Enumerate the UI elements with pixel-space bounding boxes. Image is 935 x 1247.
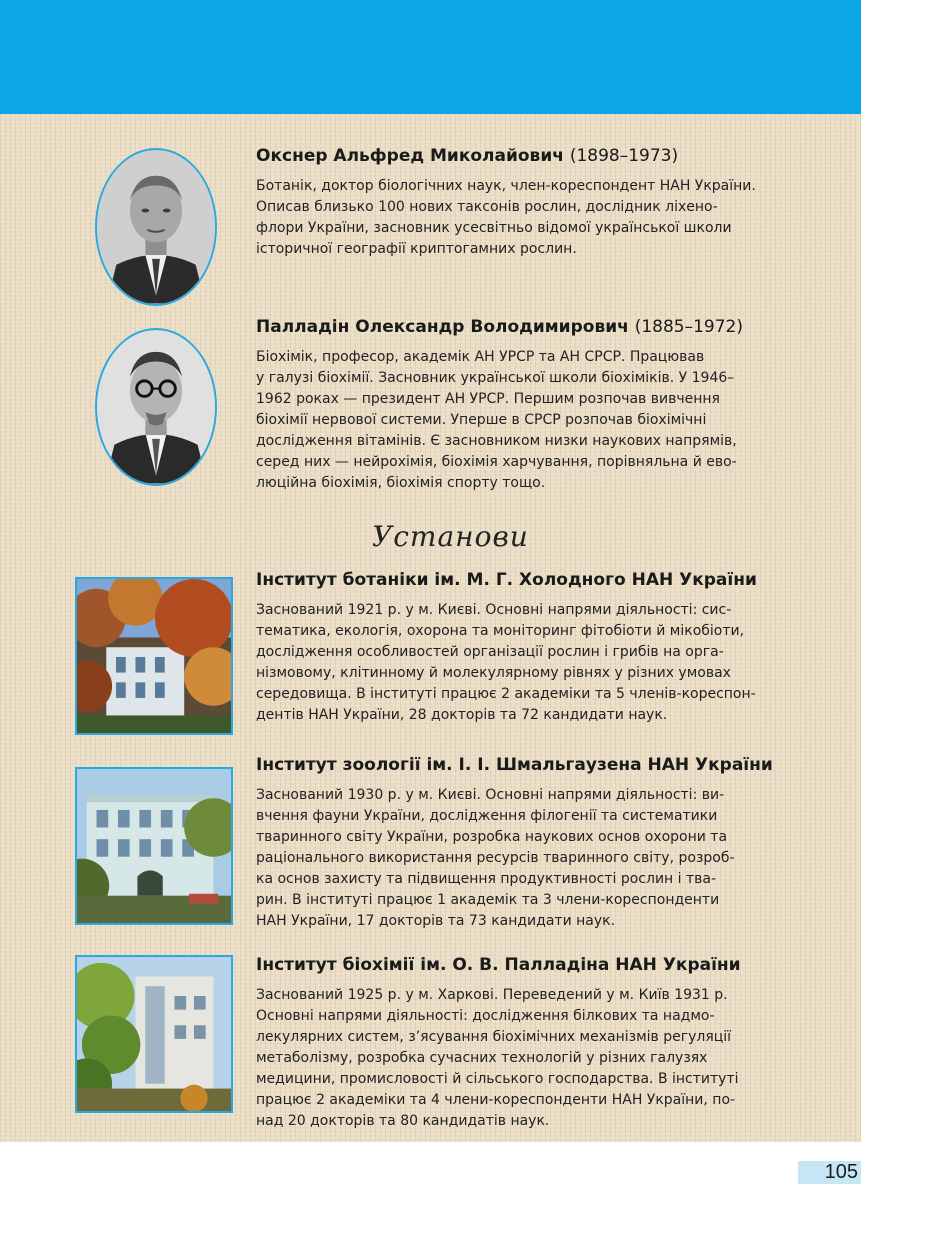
person-palladin — [256, 316, 816, 494]
institution-zoology — [256, 754, 816, 932]
photo-zoology-institute — [75, 767, 233, 925]
institution-heading: Інститут ботаніки ім. М. Г. Холодного НАН України — [256, 570, 757, 590]
institution-botany — [256, 569, 816, 726]
portrait-oksner — [95, 148, 217, 306]
person-heading — [256, 145, 816, 167]
institution-description: Заснований 1925 р. у м. Харкові. Переведений у м. Київ 1931 р. Основні напрями діяльності: дослідження білкових та надмо- лекулярних систем, з’ясування біохімічних механізмів регуляції метаболізму, розробка сучасних технологій у різних галузях медицини, промисловості й сільського господарства. В інституті працює 2 академіки та 4 члени-кореспонденти НАН України, по- над 20 докторів та 80 кандидатів наук. — [256, 987, 739, 1129]
person-name: Окснер Альфред Миколайович — [256, 146, 564, 166]
page-number: 105 — [798, 1161, 861, 1184]
institution-heading: Інститут зоології ім. І. І. Шмальгаузена НАН України — [256, 755, 773, 775]
person-oksner — [256, 145, 816, 260]
institution-description: Заснований 1921 р. у м. Києві. Основні напрями діяльності: сис- тематика, екологія, охорона та моніторинг фітобіоти й мікобіоти, дослідження особливостей організації рослин і грибів на орга- нізмовому, клітинному й молекулярному рівнях у різних умовах середовища. В інституті працює 2 академіки та 5 членів-кореспон- дентів НАН України, 28 докторів та 72 кандидати наук. — [256, 602, 756, 723]
photo-botany-institute-image — [77, 579, 231, 733]
institution-biochemistry — [256, 954, 816, 1132]
portrait-palladin-image — [97, 330, 215, 484]
photo-biochemistry-institute — [75, 955, 233, 1113]
institution-heading: Інститут біохімії ім. О. В. Палладіна НАН України — [256, 955, 741, 975]
photo-biochemistry-institute-image — [77, 957, 231, 1111]
photo-zoology-institute-image — [77, 769, 231, 923]
portrait-palladin — [95, 328, 217, 486]
person-description: Біохімік, професор, академік АН УРСР та АН СРСР. Працював у галузі біохімії. Засновник української школи біохіміків. У 1946– 1962 роках — президент АН УРСР. Першим розпочав вивчення біохімії нервової системи. Уперше в СРСР розпочав біохімічні дослідження вітамінів. Є засновником низки наукових напрямів, серед них — нейрохімія, біохімія харчування, порівняльна й ево- люційна біохімія, біохімія спорту тощо. — [256, 349, 737, 491]
person-heading — [256, 316, 816, 338]
photo-botany-institute — [75, 577, 233, 735]
top-banner — [0, 0, 861, 114]
portrait-oksner-image — [97, 150, 215, 304]
institution-description: Заснований 1930 р. у м. Києві. Основні напрями діяльності: ви- вчення фауни України, дослідження філогенії та систематики тваринного світу України, розробка наукових основ охорони та раціонального використання ресурсів тваринного світу, розроб- ка основ захисту та підвищення продуктивності рослин і тва- рин. В інституті працює 1 академік та 3 члени-кореспонденти НАН України, 17 докторів та 73 кандидати наук. — [256, 787, 735, 929]
person-name: Палладін Олександр Володимирович — [256, 317, 629, 337]
person-description: Ботанік, доктор біологічних наук, член-кореспондент НАН України. Описав близько 100 нових таксонів рослин, дослідник ліхено- флори України, засновник усесвітньо відомої української школи історичної географії криптогамних рослин. — [256, 178, 756, 257]
person-years: (1885–1972) — [634, 317, 743, 337]
section-title: Установи — [372, 520, 529, 553]
person-years: (1898–1973) — [569, 146, 679, 166]
